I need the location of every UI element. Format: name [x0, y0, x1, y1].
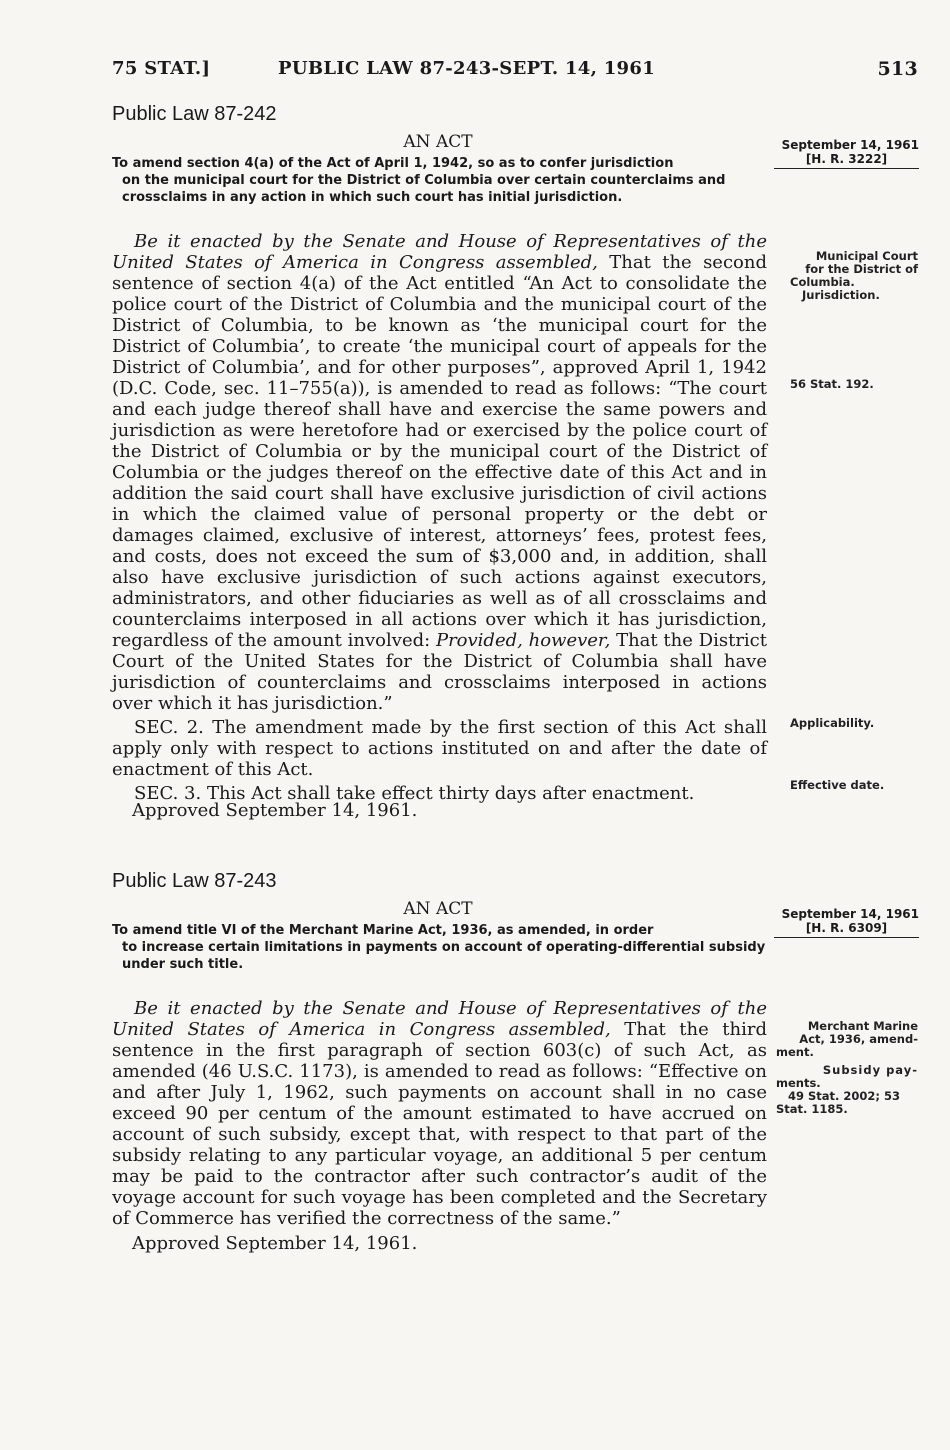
- margin-line: ments.: [776, 1076, 821, 1090]
- law1-body: [112, 231, 767, 804]
- law2-margin-merchant: [776, 1020, 918, 1059]
- law1-date-rule: [774, 168, 919, 169]
- act-label-87-242: AN ACT: [403, 132, 473, 152]
- law2-approved: Approved September 14, 1961.: [132, 1233, 418, 1254]
- law2-section-1: [112, 998, 767, 1229]
- law-title-87-242: Public Law 87-242: [112, 103, 277, 125]
- law2-bill-number: [H. R. 6309]: [805, 921, 888, 935]
- law2-date: September 14, 1961: [781, 907, 919, 921]
- law1-section-1: [112, 231, 767, 714]
- law2-date-block: [774, 907, 919, 938]
- running-header-volume: 75 STAT.]: [112, 58, 211, 79]
- law2-date-rule: [774, 937, 919, 938]
- law1-bill-number: [H. R. 3222]: [805, 152, 888, 166]
- law1-proviso: Provided, however,: [435, 630, 611, 651]
- law2-purpose-rest: to increase certain limitations in payments on account of operating-differential subsidy under such title.: [122, 940, 766, 972]
- law-title-87-243: Public Law 87-243: [112, 870, 277, 892]
- margin-line: Merchant Marine: [807, 1019, 918, 1033]
- law1-margin-municipal: [788, 250, 918, 302]
- law2-body: [112, 998, 767, 1229]
- running-header-title: PUBLIC LAW 87-243-SEPT. 14, 1961: [278, 58, 656, 79]
- law1-purpose: [112, 155, 767, 206]
- law1-enacting-clause: Be it enacted by the Senate and House of Representatives of the United States of America in Congress assembled,: [112, 231, 767, 273]
- law1-sec1-text-a: That the second sentence of section 4(a) of the Act entitled “An Act to consolidate the police court of the District of Columbia and the municipal court of the District of Columbia, to be known as ‘the municipal court for the District of Columbia’, to create ‘the municipal court of appeals for the District of Columbia’, and for other purposes”, approved April 1, 1942 (D.C. Code, sec. 11–755(a)), is amended to read as follows: “The court and each judge thereof shall have and exercise the same powers and jurisdiction as were heretofore had or exercised by the police court of the District of Columbia or by the municipal court of the District of Columbia or the judges thereof on the effective date of this Act and in addition the said court shall have exclusive jurisdiction of civil actions in which the claimed value of personal property or the debt or damages claimed, exclusive of interest, attorneys’ fees, protest fees, and costs, does not exceed the sum of $3,000 and, in addition, shall also have exclusive jurisdiction of such actions against executors, administrators, and other fiduciaries as well as of all crossclaims and counterclaims interposed in all actions over which it has jurisdiction, regardless of the amount involved:: [112, 252, 767, 651]
- law1-margin-effective-date: Effective date.: [790, 778, 885, 792]
- margin-line: Subsidy pay-: [822, 1063, 918, 1077]
- law1-sec1-text-b: That the District Court of the United States for the District of Columbia shall have jurisdiction of counterclaims and crossclaims interposed in actions over which it has jurisdiction.”: [112, 630, 768, 714]
- law1-margin-stat: 56 Stat. 192.: [790, 377, 874, 391]
- act-label-87-243: AN ACT: [403, 899, 473, 919]
- margin-line: Act, 1936, amend-: [799, 1032, 918, 1046]
- margin-line: ment.: [776, 1045, 814, 1059]
- law1-approved: Approved September 14, 1961.: [132, 800, 418, 821]
- margin-line: Municipal Court: [815, 249, 918, 263]
- margin-line: Columbia.: [790, 275, 855, 289]
- margin-line: for the District of: [805, 262, 918, 276]
- law1-date-block: [774, 138, 919, 169]
- law1-purpose-first: To amend section 4(a) of the Act of April 1, 1942, so as to confer jurisdiction: [112, 156, 674, 171]
- law1-margin-applicability: Applicability.: [790, 716, 875, 730]
- margin-line: Jurisdiction.: [802, 288, 880, 302]
- page-number: 513: [877, 58, 918, 80]
- law1-section-3: SEC. 3. This Act shall take effect thirty days after enactment.: [134, 783, 695, 804]
- law2-margin-subsidy: [776, 1064, 918, 1116]
- margin-line: 49 Stat. 2002; 53: [788, 1089, 901, 1103]
- law2-purpose-first: To amend title VI of the Merchant Marine Act, 1936, as amended, in order: [112, 923, 654, 938]
- law1-purpose-rest: on the municipal court for the District of Columbia over certain counterclaims and crossclaims in any action in which such court has initial jurisdiction.: [122, 173, 726, 205]
- law2-purpose: [112, 922, 767, 973]
- law1-date: September 14, 1961: [781, 138, 919, 152]
- law2-body-text: That the third sentence in the first paragraph of section 603(c) of such Act, as amended (46 U.S.C. 1173), is amended to read as follows: “Effective on and after July 1, 1962, such payments on account shall in no case exceed 90 per centum of the amount estimated to have accrued on account of such subsidy, except that, with respect to that part of the subsidy relating to any particular voyage, an additional 5 per centum may be paid to the contractor after such contractor’s audit of the voyage account for such voyage has been completed and the Secretary of Commerce has verified the correctness of the same.”: [112, 1019, 768, 1229]
- law1-section-2: SEC. 2. The amendment made by the first section of this Act shall apply only with respect to actions instituted on and after the date of enactment of this Act.: [112, 717, 767, 780]
- margin-line: Stat. 1185.: [776, 1102, 848, 1116]
- law2-enacting-clause: Be it enacted by the Senate and House of Representatives of the United States of America in Congress assembled,: [112, 998, 767, 1040]
